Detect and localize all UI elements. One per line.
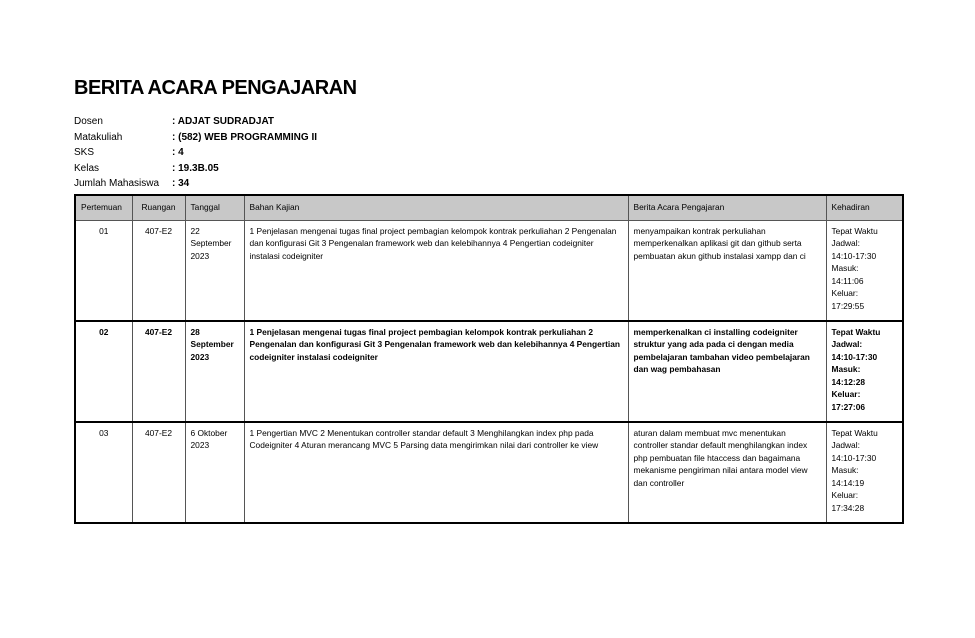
header-tanggal: Tanggal (185, 195, 244, 221)
kehadiran-jadwal-value: 14:10-17:30 (831, 452, 877, 463)
kehadiran-keluar-label: Keluar: (831, 389, 861, 400)
cell-berita-acara: menyampaikan kontrak perkuliahan memperkenalkan aplikasi git dan github serta pembuatan akun github instalasi xampp dan ci (628, 220, 826, 321)
header-ruangan: Ruangan (132, 195, 185, 221)
meta-row-dosen (74, 114, 902, 130)
cell-pertemuan: 02 (75, 321, 132, 422)
kehadiran-masuk-value: 14:11:06 (831, 275, 864, 286)
meta-label: Matakuliah (74, 131, 123, 143)
cell-ruangan: 407-E2 (132, 220, 185, 321)
kehadiran-keluar-label: Keluar: (831, 288, 859, 299)
meta-row-kelas (74, 161, 902, 177)
kehadiran-masuk-label: Masuk: (831, 364, 861, 375)
meta-value: : 19.3B.05 (172, 162, 219, 174)
cell-bahan-kajian: 1 Penjelasan mengenai tugas final project pembagian kelompok kontrak perkuliahan 2 Pengenalan dan konfigurasi Git 3 Pengenalan framework web dan kelebihannya 4 Pengertian codeigniter instalasi codeigniter (244, 321, 628, 422)
page-title: BERITA ACARA PENGAJARAN (74, 77, 357, 99)
kehadiran-jadwal-label: Jadwal: (831, 440, 860, 451)
table-row (75, 321, 903, 422)
cell-ruangan: 407-E2 (132, 321, 185, 422)
teaching-record-table (74, 194, 904, 524)
kehadiran-jadwal-label: Jadwal: (831, 339, 863, 350)
cell-berita-acara: memperkenalkan ci installing codeigniter struktur yang ada pada ci dengan media pembelajaran tambahan video pembelajaran dan wag pembahasan (628, 321, 826, 422)
cell-tanggal: 28 September 2023 (185, 321, 244, 422)
cell-berita-acara: aturan dalam membuat mvc menentukan controller standar default menghilangkan index php pembuatan file htaccess dan bagaimana mekanisme pengiriman nilai antara model view dan controller (628, 422, 826, 523)
header-pertemuan: Pertemuan (75, 195, 132, 221)
cell-ruangan: 407-E2 (132, 422, 185, 523)
document-page (74, 76, 902, 524)
cell-tanggal: 6 Oktober 2023 (185, 422, 244, 523)
cell-kehadiran (826, 422, 903, 523)
cell-pertemuan: 03 (75, 422, 132, 523)
kehadiran-keluar-value: 17:27:06 (831, 402, 866, 413)
kehadiran-status: Tepat Waktu (831, 225, 878, 236)
kehadiran-masuk-value: 14:14:19 (831, 477, 865, 488)
cell-bahan-kajian: 1 Pengertian MVC 2 Menentukan controller standar default 3 Menghilangkan index php pada Codeigniter 4 Aturan merancang MVC 5 Parsing data mengirimkan nilai dari controller ke view (244, 422, 628, 523)
kehadiran-keluar-label: Keluar: (831, 490, 859, 501)
kehadiran-keluar-value: 17:34:28 (831, 503, 865, 514)
meta-value: : 34 (172, 178, 190, 189)
table-row (75, 422, 903, 523)
meta-label: SKS (74, 147, 95, 158)
meta-row-sks (74, 145, 902, 161)
cell-pertemuan: 01 (75, 220, 132, 321)
meta-row-jumlah-mahasiswa (74, 176, 902, 192)
kehadiran-jadwal-label: Jadwal: (831, 238, 860, 249)
meta-value: : (582) WEB PROGRAMMING II (172, 131, 318, 143)
cell-bahan-kajian: 1 Penjelasan mengenai tugas final project pembagian kelompok kontrak perkuliahan 2 Pengenalan dan konfigurasi Git 3 Pengenalan framework web dan kelebihannya 4 Pengertian codeigniter instalasi codeigniter (244, 220, 628, 321)
meta-value: : ADJAT SUDRADJAT (172, 116, 275, 127)
meta-label: Kelas (74, 162, 100, 174)
kehadiran-jadwal-value: 14:10-17:30 (831, 250, 877, 261)
header-bahan-kajian: Bahan Kajian (244, 195, 628, 221)
meta-label: Jumlah Mahasiswa (74, 178, 160, 189)
kehadiran-status: Tepat Waktu (831, 427, 878, 438)
kehadiran-masuk-value: 14:12:28 (831, 376, 866, 387)
kehadiran-keluar-value: 17:29:55 (831, 301, 865, 312)
table-header-row (75, 195, 903, 221)
cell-kehadiran (826, 321, 903, 422)
meta-label: Dosen (74, 116, 103, 127)
header-kehadiran: Kehadiran (826, 195, 903, 221)
course-info (74, 114, 902, 192)
kehadiran-jadwal-value: 14:10-17:30 (831, 351, 878, 362)
kehadiran-masuk-label: Masuk: (831, 263, 859, 274)
cell-kehadiran (826, 220, 903, 321)
kehadiran-status: Tepat Waktu (831, 326, 881, 337)
header-berita-acara: Berita Acara Pengajaran (628, 195, 826, 221)
table-row (75, 220, 903, 321)
kehadiran-masuk-label: Masuk: (831, 465, 859, 476)
cell-tanggal: 22 September 2023 (185, 220, 244, 321)
meta-value: : 4 (172, 147, 184, 158)
meta-row-matakuliah (74, 130, 902, 146)
